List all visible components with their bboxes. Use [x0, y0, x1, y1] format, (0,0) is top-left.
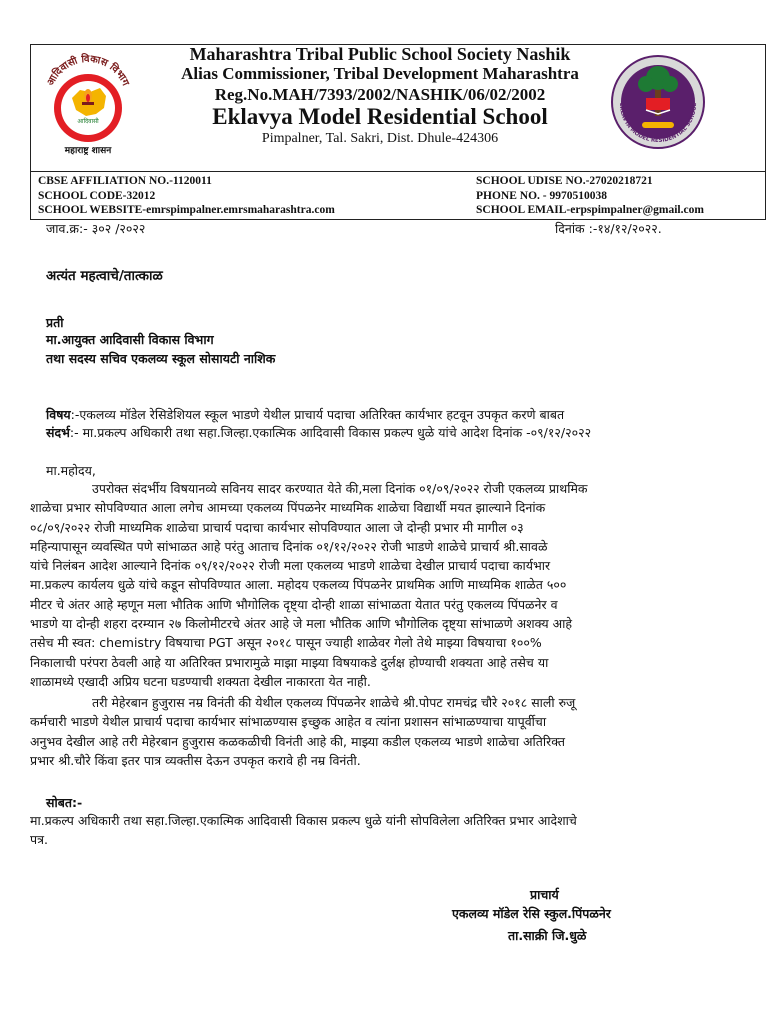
tribal-department-logo	[40, 50, 136, 162]
recipient-line-2: तथा सदस्य सचिव एकलव्य स्कूल सोसायटी नाशिक	[46, 351, 276, 366]
society-alias: Alias Commissioner, Tribal Development Maharashtra	[181, 64, 579, 83]
subject-line	[46, 406, 564, 423]
paragraph-line: तसेच मी स्वत: chemistry विषयाचा PGT असून २०१८ पासून ज्याही शाळेवर गेलो तेथे माझ्या विषयाचा १००%	[30, 635, 542, 651]
paragraph-line: शाळेचा प्रभार सोपविण्यात आला लगेच आमच्या एकलव्य पिंपळनेर माध्यमिक शाळेचा विद्यार्थी मयत झाल्याने दिनांक	[30, 500, 546, 516]
paragraph-line: भाडणे या दोन्ही शहरा दरम्यान २७ किलोमीटरचे अंतर आहे जे मला भौतिक आणि भौगोलिक दृष्ट्या सांभाळणे अशक्य आहे	[30, 616, 572, 632]
body-paragraph-2	[30, 693, 735, 770]
letter-date: दिनांक :-१४/१२/२०२२.	[555, 221, 662, 236]
recipient-label: प्रती	[46, 315, 64, 330]
registration-number: Reg.No.MAH/7393/2002/NASHIK/06/02/2002	[214, 85, 546, 104]
subject-text: :-एकलव्य मॉडेल रेसिडेशियल स्कूल भाडणे येथील प्राचार्य पदाचा अतिरिक्त कार्यभार हटवून उपकृत करणे बाबत	[70, 407, 565, 422]
subject-label: विषय	[46, 407, 71, 422]
emrs-logo-text: EKLAVYA MODEL RESIDENTIAL SCHOOL	[617, 102, 699, 145]
enclosure-line: पत्र.	[30, 832, 48, 848]
school-phone: PHONE NO. - 9970510038	[476, 190, 607, 202]
paragraph-line: अनुभव देखील आहे तरी मेहेरबान हुजुरास कळकळीची विनंती आहे की, माझ्या कडील एकलव्य भाडणे शाळेचा अतिरिक्त	[30, 733, 566, 749]
paragraph-line: निकालाची परंपरा ठेवली आहे या अतिरिक्त प्रभारामुळे माझा माझ्या विषयाकडे दुर्लक्ष होण्याची शक्यता आहे तसेच या	[30, 654, 549, 670]
logo-bottom-text: महाराष्ट्र शासन	[64, 146, 112, 156]
school-name: Eklavya Model Residential School	[212, 104, 548, 129]
reference-text: :- मा.प्रकल्प अधिकारी तथा सहा.जिल्हा.एकात्मिक आदिवासी विकास प्रकल्प धुळे यांचे आदेश दिनांक -०९/१२/२०२२	[69, 425, 592, 440]
paragraph-line: शाळामध्ये एखादी अप्रिय घटना घडण्याची शक्यता देखील नाकारता येत नाही.	[30, 673, 371, 689]
school-email: SCHOOL EMAIL-erpspimpalner@gmail.com	[476, 204, 704, 216]
paragraph-line: महिन्यापासून व्यवस्थित पणे सांभाळत आहे परंतु आताच दिनांक ०१/१२/२०२२ रोजी भाडणे शाळेचे प्राचार्य श्री.सावळे	[30, 538, 548, 554]
salutation: मा.महोदय,	[46, 463, 96, 478]
paragraph-line: तरी मेहेरबान हुजुरास नम्र विनंती की येथील एकलव्य पिंपळनेर शाळेचे श्री.पोपट रामचंद्र चौरे २०१८ साली रुजू	[92, 695, 576, 710]
paragraph-line: कर्मचारी भाडणे येथील प्राचार्य पदाचा कार्यभार सांभाळण्यास इच्छुक आहेत व त्यांना प्रशासन सांभाळण्याचा यापूर्वीचा	[30, 714, 547, 730]
body-paragraph-1	[30, 479, 735, 691]
paragraph-line: प्रभार श्री.चौरे किंवा इतर पात्र व्यक्तीस देऊन उपकृत करावे ही नम्र विनंती.	[30, 752, 361, 768]
society-name: Maharashtra Tribal Public School Society Nashik	[189, 44, 571, 64]
school-udise: SCHOOL UDISE NO.-27020218721	[476, 175, 653, 187]
cbse-affiliation: CBSE AFFILIATION NO.-1120011	[38, 175, 212, 187]
school-code: SCHOOL CODE-32012	[38, 190, 156, 202]
signature-location: ता.साक्री जि.धुळे	[508, 928, 587, 943]
paragraph-line: यांचे निलंबन आदेश आल्याने दिनांक ०९/१२/२०२२ रोजी मला एकलव्य भाडणे शाळेचा देखील प्राचार्य पदाचा कार्यभार	[30, 558, 551, 574]
signature-title: प्राचार्य	[530, 887, 559, 902]
paragraph-line: उपरोक्त संदर्भीय विषयानव्ये सविनय सादर करण्यात येते की,मला दिनांक ०१/०९/२०२२ रोजी एकलव्य प्राथमिक	[92, 481, 588, 496]
reference-line	[46, 424, 591, 441]
enclosure-line: मा.प्रकल्प अधिकारी तथा सहा.जिल्हा.एकात्मिक आदिवासी विकास प्रकल्प धुळे यांनी सोपविलेला अतिरिक्त प्रभार आदेशाचे	[30, 813, 577, 828]
paragraph-line: मीटर चे अंतर आहे म्हणून मला भौतिक आणि भौगोलिक दृष्ट्या दोन्ही शाळा सांभाळता येतात परंतु एकलव्य पिंपळनेर व	[30, 596, 558, 612]
paragraph-line: मा.प्रकल्प कार्यलय धुळे यांचे कडून सोपविण्यात आला. महोदय एकलव्य पिंपळनेर प्राथमिक आणि माध्यमिक शाळेत ५००	[30, 577, 567, 593]
paragraph-line: ०८/०९/२०२२ रोजी माध्यमिक शाळेचा प्राचार्य पदाचा कार्यभार सोपविण्यात आला जे दोन्ही प्रभार मी मागील ०३	[30, 519, 524, 535]
emrs-school-logo	[608, 52, 708, 152]
enclosure-label: सोबत:-	[46, 795, 83, 810]
signature-school: एकलव्य मॉडेल रेसि स्कुल.पिंपळनेर	[452, 906, 611, 921]
recipient-line-1: मा.आयुक्त आदिवासी विकास विभाग	[46, 332, 214, 347]
school-address: Pimpalner, Tal. Sakri, Dist. Dhule-424306	[261, 131, 499, 146]
school-website: SCHOOL WEBSITE-emrspimpalner.emrsmaharashtra.com	[38, 204, 335, 216]
reference-label: संदर्भ	[46, 425, 70, 440]
urgent-heading: अत्यंत महत्वाचे/तात्काळ	[46, 268, 163, 284]
logo-top-text: आदिवासी विकास विभाग	[45, 53, 131, 88]
enclosure-text	[30, 811, 735, 850]
logo-inner-text: आदिवासी	[77, 118, 99, 125]
reference-number: जाव.क्र:- ३०२ /२०२२	[46, 221, 146, 236]
